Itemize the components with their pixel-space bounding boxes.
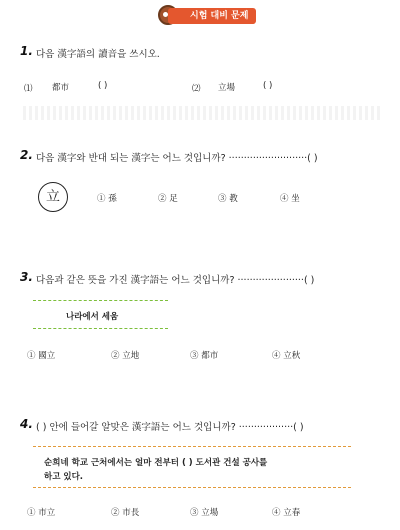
q4-option-2[interactable]: ② 市長	[111, 508, 140, 518]
q3-meaning-box: 나라에서 세움	[66, 312, 119, 322]
box-top-border-orange	[33, 446, 351, 447]
question-2-text: 다음 漢字와 반대 되는 漢字는 어느 것입니까? ··························( )	[36, 153, 318, 164]
q1-item-1-marker: ⑴	[24, 84, 33, 94]
q2-option-3[interactable]: ③ 教	[218, 194, 238, 204]
q4-option-3[interactable]: ③ 立場	[190, 508, 219, 518]
q3-option-1[interactable]: ① 國立	[27, 351, 56, 361]
question-2-number: 2.	[20, 148, 33, 162]
q2-option-1[interactable]: ① 孫	[97, 194, 117, 204]
q3-option-2[interactable]: ② 立地	[111, 351, 140, 361]
q4-option-4[interactable]: ④ 立春	[272, 508, 301, 518]
question-3-text: 다음과 같은 뜻을 가진 漢字語는 어느 것입니까? ······················( )	[36, 275, 315, 286]
box-top-border	[33, 300, 168, 301]
question-4-number: 4.	[20, 417, 33, 431]
question-1-number: 1.	[20, 44, 33, 58]
q3-option-4[interactable]: ④ 立秋	[272, 351, 301, 361]
divider-stripe	[20, 106, 380, 120]
q2-option-2[interactable]: ② 足	[158, 194, 178, 204]
q1-item-2-blank[interactable]: ( )	[263, 81, 273, 91]
q1-item-2-marker: ⑵	[192, 84, 201, 94]
box-bottom-border	[33, 328, 168, 329]
q4-option-1[interactable]: ① 市立	[27, 508, 56, 518]
box-bottom-border-orange	[33, 487, 351, 488]
q2-option-4[interactable]: ④ 坐	[280, 194, 300, 204]
q1-item-1-word: 都市	[52, 83, 70, 93]
q1-item-2-word: 立場	[218, 83, 236, 93]
q3-option-3[interactable]: ③ 都市	[190, 351, 219, 361]
q4-sentence-line-2: 하고 있다.	[44, 472, 84, 482]
section-badge: 시험 대비 문제	[168, 8, 256, 24]
question-1-text: 다음 漢字語의 讀音을 쓰시오.	[36, 49, 160, 60]
question-3-number: 3.	[20, 270, 33, 284]
q4-sentence-line-1: 순희네 학교 근처에서는 얼마 전부터 ( ) 도서관 건설 공사를	[44, 458, 268, 468]
question-4-text: ( ) 안에 들어갈 알맞은 漢字語는 어느 것입니까? ··················( )	[36, 422, 304, 433]
q1-item-1-blank[interactable]: ( )	[98, 81, 108, 91]
given-character: 立	[38, 182, 68, 212]
